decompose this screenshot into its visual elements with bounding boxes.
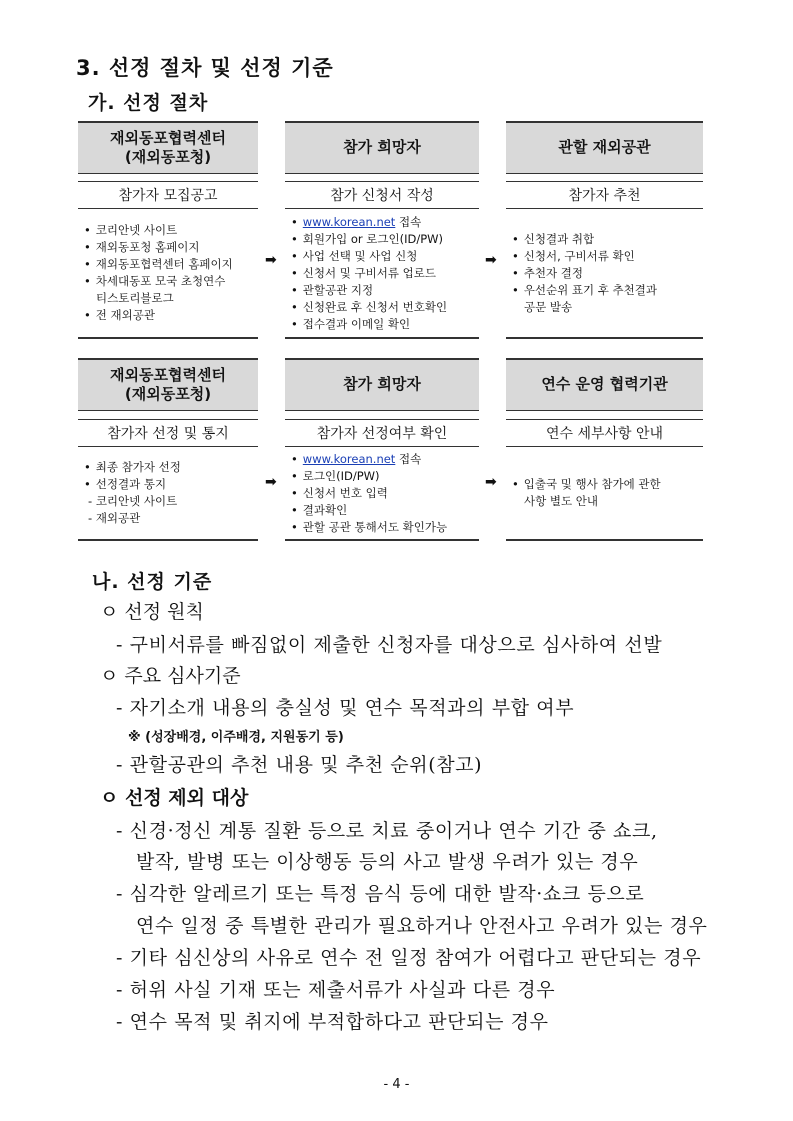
subsection-a-title: 가. 선정 절차 xyxy=(88,92,209,114)
list-item: • 신청결과 취합 xyxy=(512,231,657,248)
list-item: • 로그인(ID/PW) xyxy=(291,468,447,485)
flow-r2-c3-body xyxy=(506,447,703,541)
list-item: 사항 별도 안내 xyxy=(524,494,598,508)
arrow-right-icon: ➡ xyxy=(485,252,497,268)
section-title: 3. 선정 절차 및 선정 기준 xyxy=(76,56,334,80)
list-item: • 우선순위 표기 후 추천결과 xyxy=(512,282,657,299)
list-item: • 입출국 및 행사 참가에 관한 xyxy=(512,476,661,493)
criteria-item: - 연수 목적 및 취지에 부적합하다고 판단되는 경우 xyxy=(116,1011,549,1033)
flow-r2-c2-section: 참가자 선정여부 확인 xyxy=(285,419,479,447)
criteria-item: - 구비서류를 빠짐없이 제출한 신청자를 대상으로 심사하여 선발 xyxy=(116,634,663,656)
flow-r2-c3-section: 연수 세부사항 안내 xyxy=(506,419,703,447)
list-item: • 신청서 번호 입력 xyxy=(291,485,447,502)
list-item: • 추천자 결정 xyxy=(512,265,657,282)
list-item: • 재외동포협력센터 홈페이지 xyxy=(84,256,233,273)
list-item: • 관할 공관 통해서도 확인가능 xyxy=(291,519,447,536)
list-item: • 전 재외공관 xyxy=(84,307,233,324)
criteria-heading-3: ㅇ 선정 제외 대상 xyxy=(100,787,249,809)
flow-r1-c2-section: 참가 신청서 작성 xyxy=(285,181,479,209)
criteria-note: ※ (성장배경, 이주배경, 지원동기 등) xyxy=(128,730,344,745)
list-item: • 신청완료 후 신청서 번호확인 xyxy=(291,299,447,316)
flow-r2-c1-header: 재외동포협력센터 (재외동포청) xyxy=(78,358,258,411)
criteria-item: - 허위 사실 기재 또는 제출서류가 사실과 다른 경우 xyxy=(116,979,556,1001)
criteria-item: - 신경·정신 계통 질환 등으로 치료 중이거나 연수 기간 중 쇼크, xyxy=(116,820,658,842)
flow-r1-c3-header: 관할 재외공관 xyxy=(506,121,703,174)
criteria-item: - 관할공관의 추천 내용 및 추천 순위(참고) xyxy=(116,754,483,776)
list-item: - 코리안넷 사이트 xyxy=(84,493,181,510)
flow-r1-c2-body xyxy=(285,209,479,339)
flow-r2-c2-body xyxy=(285,447,479,541)
criteria-item: - 기타 심신상의 사유로 연수 전 일정 참여가 어렵다고 판단되는 경우 xyxy=(116,947,702,969)
korean-net-link[interactable]: www.korean.net xyxy=(302,214,396,229)
flow-r1-c1-header: 재외동포협력센터 (재외동포청) xyxy=(78,121,258,174)
list-item: • 신청서 및 구비서류 업로드 xyxy=(291,265,447,282)
list-item: • www.korean.net 접속 xyxy=(291,451,447,468)
flow-r1-c3-body xyxy=(506,209,703,339)
arrow-right-icon: ➡ xyxy=(265,474,277,490)
korean-net-link[interactable]: www.korean.net xyxy=(302,451,396,466)
flow-r1-c1-body xyxy=(78,209,258,339)
flow-r2-c2-header: 참가 희망자 xyxy=(285,358,479,411)
list-item: • 선정결과 통지 xyxy=(84,476,181,493)
list-item: • 재외동포청 홈페이지 xyxy=(84,239,233,256)
list-item: • 회원가입 or 로그인(ID/PW) xyxy=(291,231,447,248)
subsection-b-title: 나. 선정 기준 xyxy=(92,571,213,593)
page-number: - 4 - xyxy=(383,1077,410,1092)
criteria-item: - 자기소개 내용의 충실성 및 연수 목적과의 부합 여부 xyxy=(116,697,575,719)
list-item: • www.korean.net 접속 xyxy=(291,214,447,231)
list-item: • 코리안넷 사이트 xyxy=(84,222,233,239)
flow-r2-c1-section: 참가자 선정 및 통지 xyxy=(78,419,258,447)
arrow-right-icon: ➡ xyxy=(265,252,277,268)
flow-r1-c1-section: 참가자 모집공고 xyxy=(78,181,258,209)
flow-r2-c1-body xyxy=(78,447,258,541)
list-item: • 차세대동포 모국 초청연수 xyxy=(84,273,233,290)
criteria-item: - 심각한 알레르기 또는 특정 음식 등에 대한 발작·쇼크 등으로 xyxy=(116,883,645,905)
list-item: • 최종 참가자 선정 xyxy=(84,459,181,476)
criteria-item-cont: 발작, 발병 또는 이상행동 등의 사고 발생 우려가 있는 경우 xyxy=(136,851,639,873)
flow-r1-c2-header: 참가 희망자 xyxy=(285,121,479,174)
criteria-heading-2: ㅇ 주요 심사기준 xyxy=(100,665,241,687)
list-item: • 관할공관 지정 xyxy=(291,282,447,299)
list-item: 공문 발송 xyxy=(524,299,573,314)
criteria-heading-1: ㅇ 선정 원칙 xyxy=(100,601,204,623)
list-item: • 결과확인 xyxy=(291,502,447,519)
list-item: • 접수결과 이메일 확인 xyxy=(291,316,447,333)
flow-r2-c3-header: 연수 운영 협력기관 xyxy=(506,358,703,411)
flow-r1-c3-section: 참가자 추천 xyxy=(506,181,703,209)
list-item: • 신청서, 구비서류 확인 xyxy=(512,248,657,265)
list-item: - 재외공관 xyxy=(84,510,181,527)
list-item: • 사업 선택 및 사업 신청 xyxy=(291,248,447,265)
list-item: 티스토리블로그 xyxy=(96,291,174,305)
arrow-right-icon: ➡ xyxy=(485,474,497,490)
criteria-item-cont: 연수 일정 중 특별한 관리가 필요하거나 안전사고 우려가 있는 경우 xyxy=(136,915,708,937)
